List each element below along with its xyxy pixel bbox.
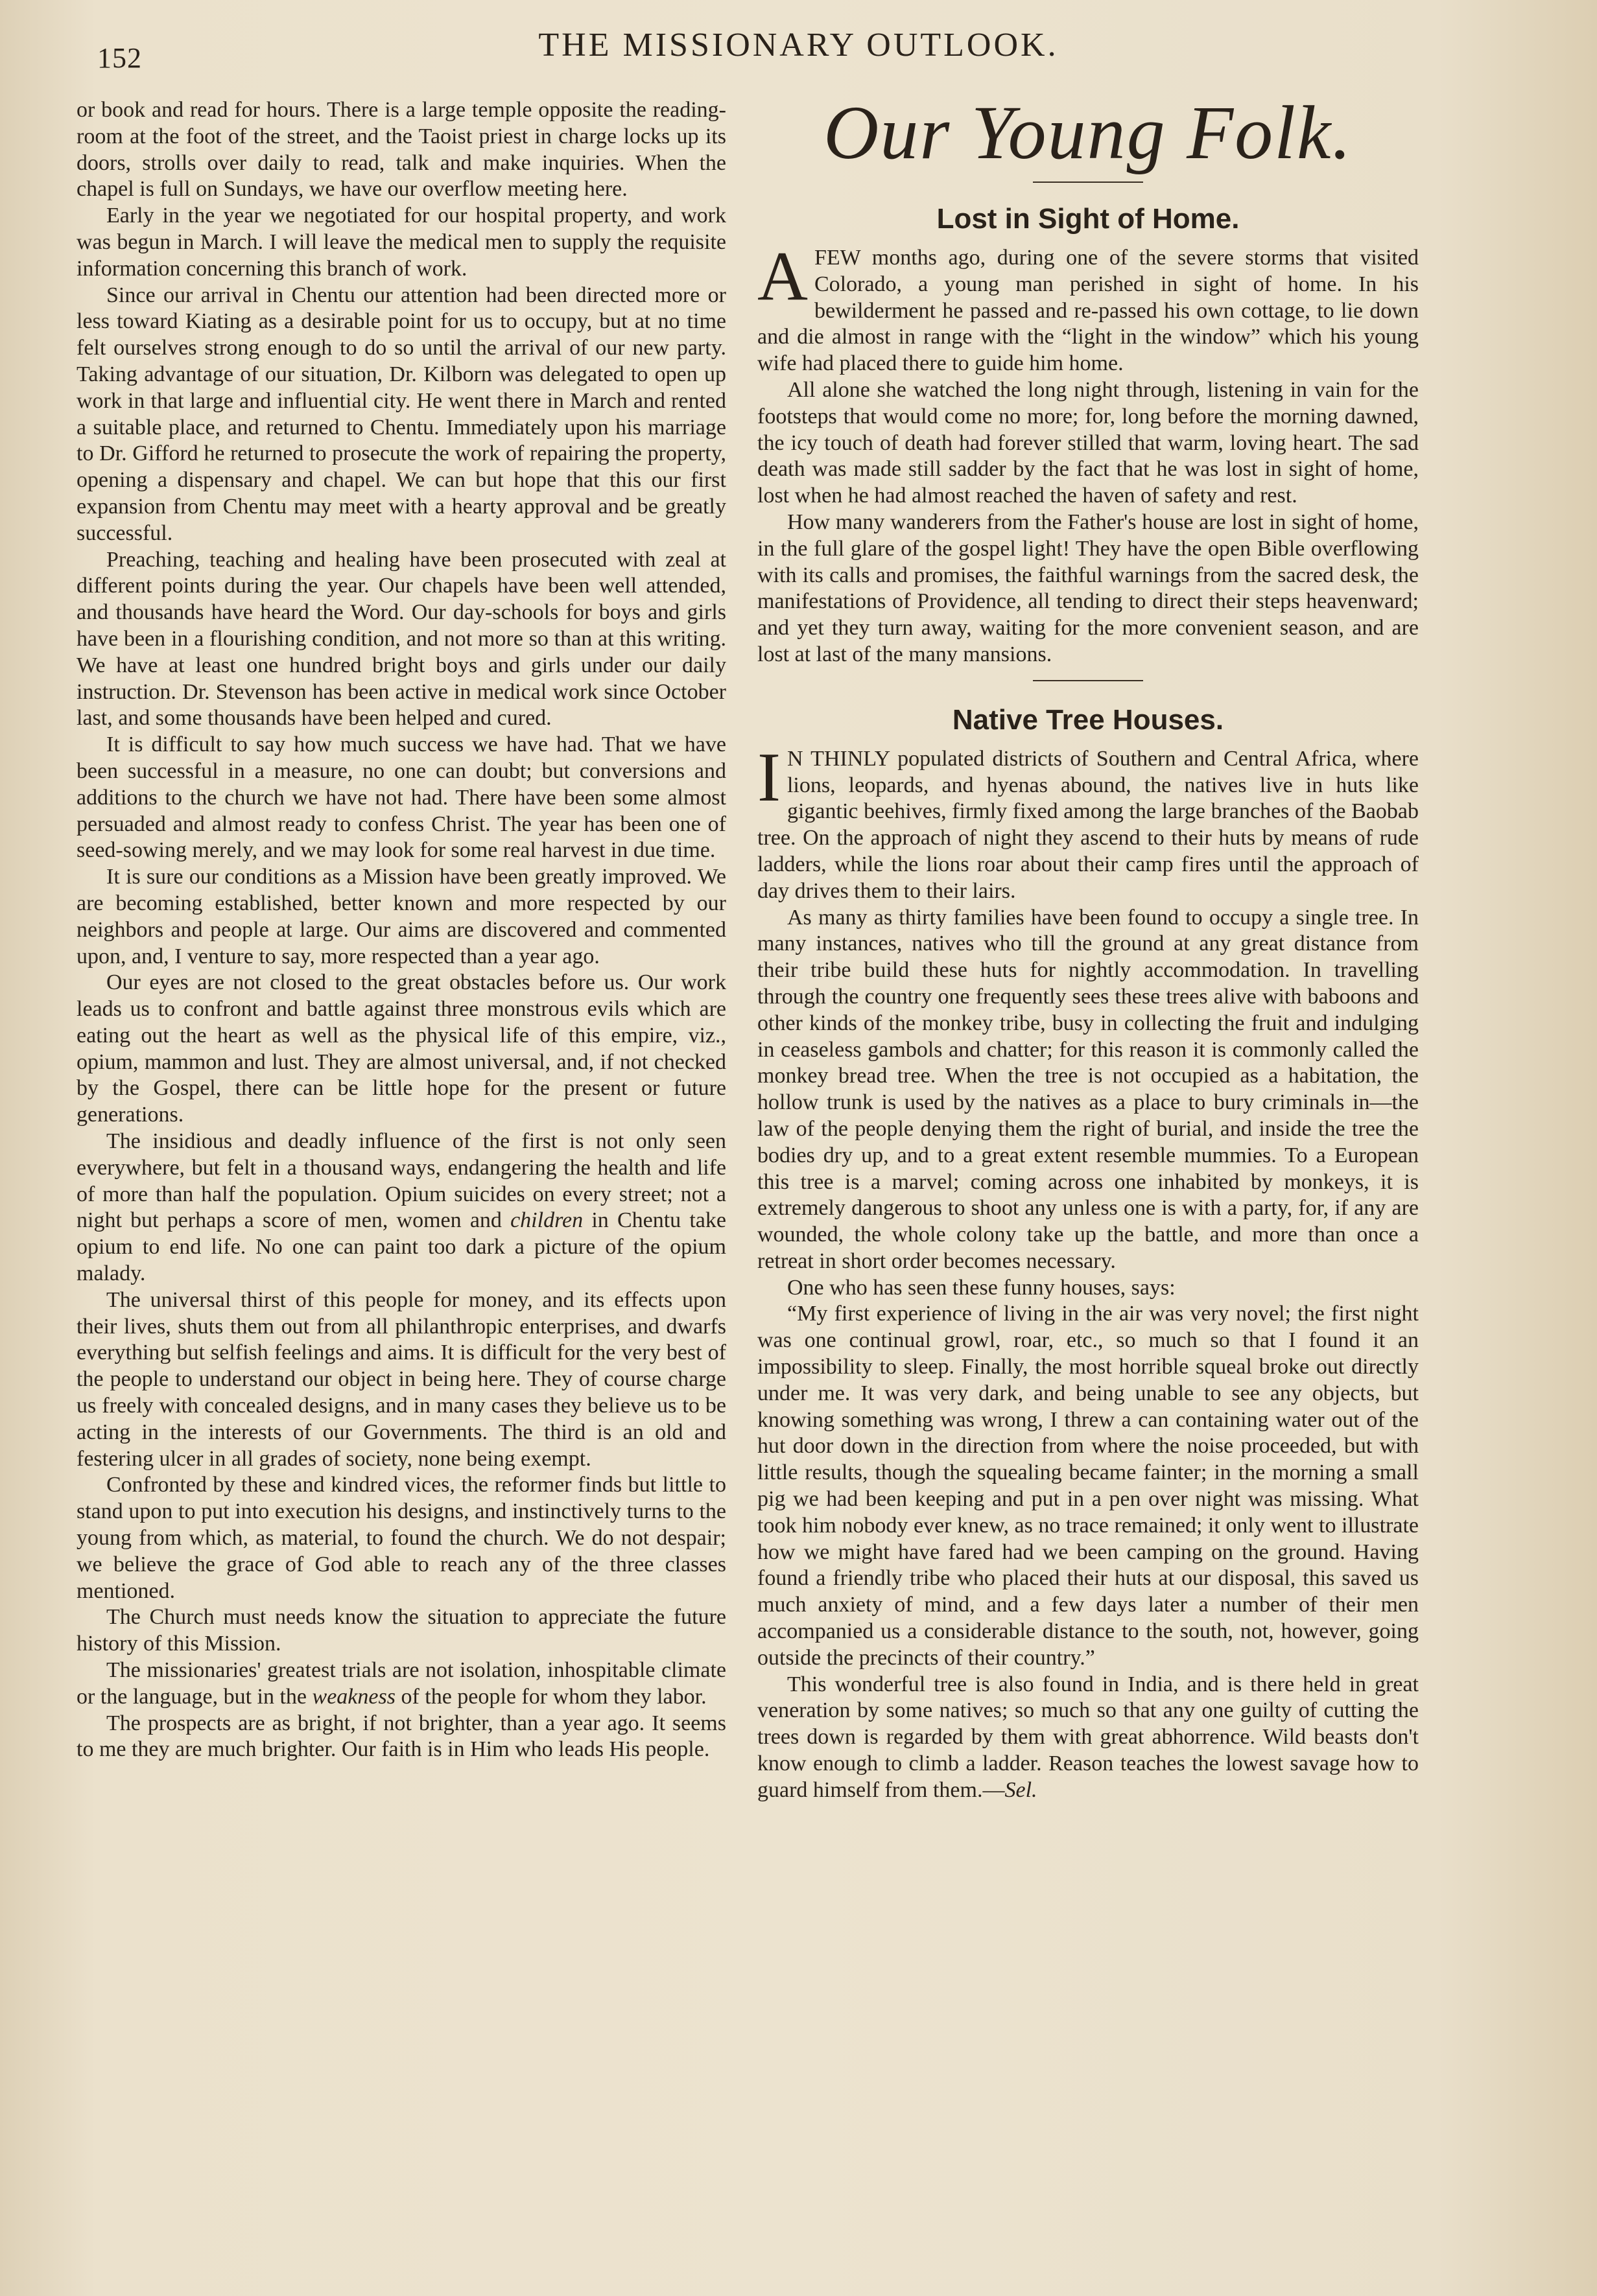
paragraph: “My first experience of living in the air was very novel; the first night was one continual growl, roar, etc., so much so that I found it an impossibility to sleep. Finally, the most horrible squeal broke out directly under me. It was very dark, and being unable to see any objects, but knowing something was wrong, I threw a can containing water out of the hut door down in the direction from where the noise proceeded, but with little results, though the squealing became fainter; in the morning a small pig we had been keeping and put in a pen over night was missing. What took him nobody ever knew, as no trace remained; it only went to illustrate how we might have fared had we been camping on the ground. Having found a friendly tribe who placed their huts at our disposal, this saved us much anxiety of mind, and a few days later a number of their men accompanied us a considerable distance to the south, not, however, going outside the precincts of their country.” [757,1302,1419,1670]
paragraph: The universal thirst of this people for money, and its effects upon their lives, shuts them out from all philanthropic enterprises, and dwarfs everything but selfish feelings and aims. It is difficult for the very best of the people to understand our object in being here. They of course charge us freely with concealed designs, and in many cases they believe us to be acting in the interests of our Governments. The third is an old and festering ulcer in all grades of society, none being exempt. [77,1287,726,1471]
paragraph: Since our arrival in Chentu our attention had been directed more or less toward Kiating as a desirable point for us to occupy, but at no time felt ourselves strong enough to do so until the arrival of our new party. Taking advantage of our situation, Dr. Kilborn was delegated to open up work in that large and influential city. He went there in March and rented a suitable place, and returned to Chentu. Immediately upon his marriage to Dr. Gifford he returned to prosecute the work of repairing the property, opening a dispensary and chapel. We can but hope that this our first expansion from Chentu may meet with a hearty approval and be greatly successful. [77,283,726,545]
text-run: in Chentu take opium to end life. No one can paint too dark a picture of the opium malady. [77,1208,726,1286]
paragraph: The Church must needs know the situation to appreciate the future history of this Mission. [77,1605,726,1656]
emphasis: weakness [312,1684,396,1709]
text-run: This wonderful tree is also found in India, and is there held in great veneration by some natives; so much so that any one guilty of cutting the trees down is regarded by them with great abhorrence. Wild beasts don't know enough to climb a ladder. Reason teaches the lowest savage how to guard himself from them.— [757,1672,1419,1802]
paragraph [77,1129,726,1287]
page-number: 152 [97,42,142,74]
text-run: The missionaries' greatest trials are not isolation, inhospitable climate or the language, but in the [77,1658,726,1709]
drop-cap: A [757,238,808,315]
paragraph: One who has seen these funny houses, says: [787,1275,1176,1300]
paragraph: As many as thirty families have been found to occupy a single tree. In many instances, natives who till the ground at any great distance from their tribe build these huts for nightly accommodation. In travelling through the country one frequently sees these trees alive with baboons and other kinds of the monkey tribe, busy in collecting the fruit and indulging in ceaseless gambols and chatter; for this reason it is commonly called the monkey bread tree. When the tree is not occupied as a habitation, the hollow trunk is used by the natives as a place to bury criminals in—the law of the people denying them the right of burial, and inside the tree the bodies dry up, and to a great extent resemble mummies. To a European this tree is a marvel; coming across one inhabited by monkeys, it is extremely dangerous to shoot any unless one is with a party, for, if any are wounded, the whole colony take up the battle, and more than once a retreat in short order becomes necessary. [757,905,1419,1273]
text-run: N THINLY populated districts of Southern and Central Africa, where lions, leopards, and hyenas abound, the natives live in huts like gigantic beehives, firmly fixed among the large branches of the Baobab tree. On the approach of night they ascend to their huts by means of rude ladders, while the lions roar about their camp fires until the approach of day drives them to their lairs. [757,746,1419,903]
paragraph [757,1672,1419,1804]
text-run: of the people for whom they labor. [395,1684,707,1709]
paragraph: It is difficult to say how much success we have had. That we have been successful in a measure, no one can doubt; but conversions and additions to the church we have not had. There have been some almost persuaded and almost ready to confess Christ. The year has been one of seed-sowing merely, and we may look for some real harvest in due time. [77,732,726,863]
paragraph: How many wanderers from the Father's house are lost in sight of home, in the full glare of the gospel light! They have the open Bible overflowing with its calls and promises, the faithful warnings from the sacred desk, the manifestations of Providence, all tending to direct their steps heavenward; and yet they turn away, waiting for the more convenient season, and are lost at last of the many mansions. [757,510,1419,666]
paragraph: or book and read for hours. There is a large temple opposite the reading-room at the foot of the street, and the Taoist priest in charge locks up its doors, strolls over daily to read, talk and make inquiries. When the chapel is full on Sundays, we have our overflow meeting here. [77,98,726,202]
divider [1033,680,1143,681]
section-title: Our Young Folk. [823,90,1353,175]
paragraph: It is sure our conditions as a Mission have been greatly improved. We are becoming established, better known and more respected by our neighbors and people at large. Our aims are discovered and commented upon, and, I venture to say, more respected than a year ago. [77,865,726,968]
text-run: FEW months ago, during one of the severe storms that visited Colorado, a young man perished in sight of home. In his bewilderment he passed and re-passed his own cottage, to lie down and die almost in range with the “light in the window” which his young wife had placed there to guide him home. [757,246,1419,376]
running-title: THE MISSIONARY OUTLOOK. [538,27,1059,64]
emphasis: Sel. [1004,1777,1037,1802]
article-title: Lost in Sight of Home. [936,203,1240,235]
article-title: Native Tree Houses. [952,703,1224,736]
left-column [77,97,726,1763]
divider [1033,182,1143,183]
paragraph: Early in the year we negotiated for our hospital property, and work was begun in March. I will leave the medical men to supply the requisite information concerning this branch of work. [77,204,726,281]
paragraph: Confronted by these and kindred vices, the reformer finds but little to stand upon to put into execution his designs, and instinctively turns to the young from which, as material, to found the church. We do not despair; we believe the grace of God able to reach any of the three classes mentioned. [77,1473,726,1603]
drop-cap: I [757,738,781,816]
paragraph: Our eyes are not closed to the great obstacles before us. Our work leads us to confront and battle against three monstrous evils which are eating out the heart as well as the physical life of this empire, viz., opium, mammon and lust. They are almost universal, and, if not checked by the Gospel, there can be little hope for the present or future generations. [77,970,726,1127]
paragraph [757,738,1419,905]
right-column [757,91,1419,1804]
text-run: The insidious and deadly influence of the first is not only seen everywhere, but felt in a thousand ways, endangering the health and life of more than half the population. Opium suicides on every street; not a night but perhaps a score of men, women and [77,1129,726,1233]
paragraph: Preaching, teaching and healing have been prosecuted with zeal at different points during the year. Our chapels have been well attended, and thousands have heard the Word. Our day-schools for boys and girls have been in a flourishing condition, and not more so than at this writing. We have at least one hundred bright boys and girls under our daily instruction. Dr. Stevenson has been active in medical work since October last, and some thousands have been helped and cured. [77,547,726,731]
paragraph: The prospects are as bright, if not brighter, than a year ago. It seems to me they are much brighter. Our faith is in Him who leads His people. [77,1711,726,1762]
paragraph [77,1658,726,1711]
paragraph [757,238,1419,377]
page-header [0,0,1597,78]
emphasis: children [510,1208,584,1233]
paragraph: All alone she watched the long night through, listening in vain for the footsteps that would come no more; for, long before the morning dawned, the icy touch of death had forever stilled that warm, loving heart. The sad death was made still sadder by the fact that he was lost in sight of home, lost when he had almost reached the haven of safety and rest. [757,377,1419,508]
